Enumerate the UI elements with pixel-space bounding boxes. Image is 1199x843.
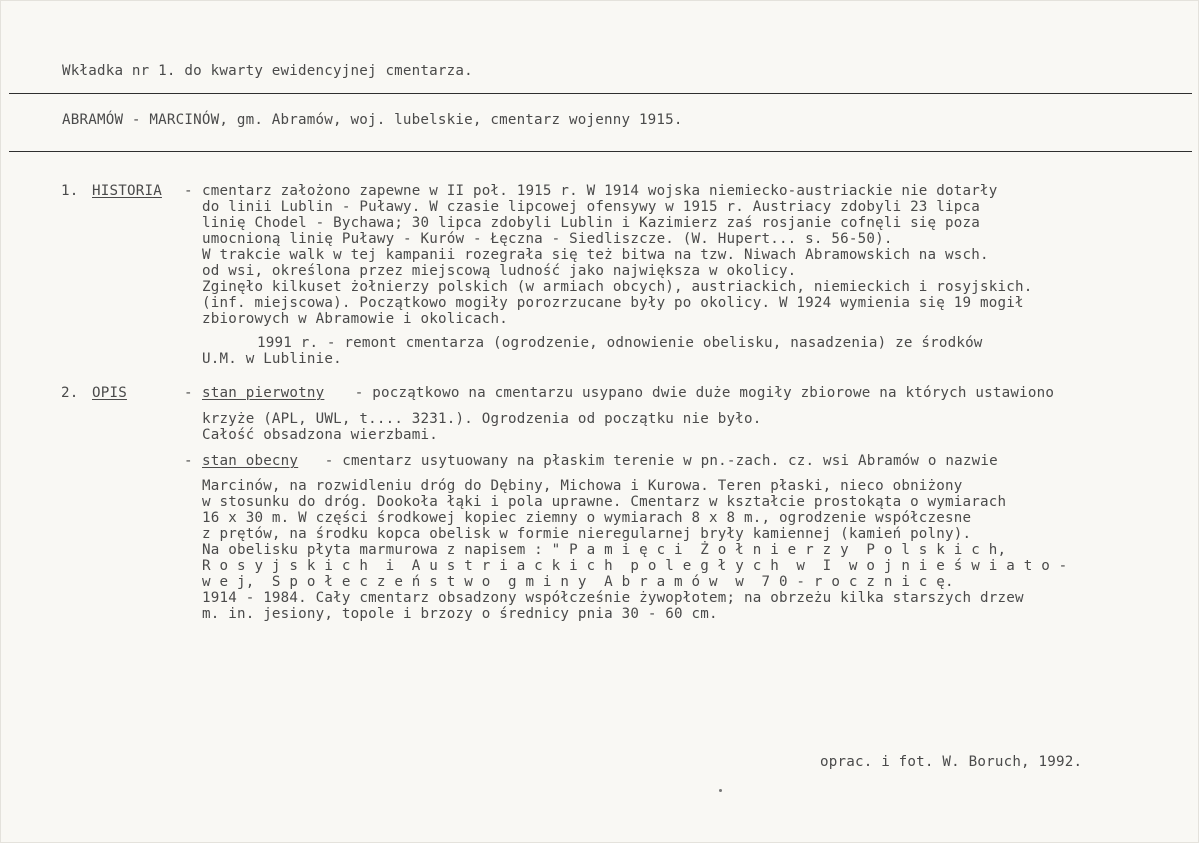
remont-line: 1991 r. - remont cmentarza (ogrodzenie, odnowienie obelisku, nasadzenia) ze środków <box>257 335 983 351</box>
text-line: umocnioną linię Puławy - Kurów - Łęczna - Siedliszcze. (W. Hupert... s. 56-50). <box>202 231 893 247</box>
divider-bottom <box>9 151 1192 152</box>
historia-text <box>202 183 1032 327</box>
section-heading-historia: HISTORIA <box>92 183 162 199</box>
text-line: krzyże (APL, UWL, t.... 3231.). Ogrodzenia od początku nie było. <box>202 411 762 427</box>
original-state-text <box>202 411 761 443</box>
card-header: Wkładka nr 1. do kwarty ewidencyjnej cmentarza. <box>62 63 473 79</box>
current-state-first-line: - cmentarz usytuowany na płaskim terenie w pn.-zach. cz. wsi Abramów o nazwie <box>316 453 998 469</box>
text-line: do linii Lublin - Puławy. W czasie lipcowej ofensywy w 1915 r. Austriacy zdobyli 23 lipca <box>202 199 981 215</box>
section-number: 2. <box>61 385 79 401</box>
text-line: Zginęło kilkuset żołnierzy polskich (w armiach obcych), austriackich, niemieckich i rosyjskich. <box>202 279 1033 295</box>
current-state-text <box>202 478 1067 622</box>
section-heading-opis: OPIS <box>92 385 127 401</box>
text-line: Na obelisku płyta marmurowa z napisem : " P a m i ę c i Ż o ł n i e r z y P o l s k i c h, <box>202 542 1007 558</box>
text-line: w e j, S p o ł e c z e ń s t w o g m i n y A b r a m ó w w 7 0 - r o c z n i c ę. <box>202 574 954 590</box>
text-line: (inf. miejscowa). Początkowo mogiły porozrzucane były po okolicy. W 1924 wymienia się 19 mogił <box>202 295 1024 311</box>
section-dash: - <box>184 183 193 199</box>
text-line: Całość obsadzona wierzbami. <box>202 427 439 443</box>
author-credit: oprac. i fot. W. Boruch, 1992. <box>820 754 1083 770</box>
text-line: w stosunku do dróg. Dookoła łąki i pola uprawne. Cmentarz w kształcie prostokąta o wymiarach <box>202 494 1007 510</box>
text-line: R o s y j s k i c h i A u s t r i a c k i c h p o l e g ł y c h w I w o j n i e ś w i a t o - <box>202 558 1068 574</box>
subsection-dash: - <box>184 453 193 469</box>
text-line: od wsi, określona przez miejscową ludność jako największa w okolicy. <box>202 263 797 279</box>
text-line: 1914 - 1984. Cały cmentarz obsadzony współcześnie żywopłotem; na obrzeżu kilka starszych drzew <box>202 590 1024 606</box>
subsection-dash: - <box>184 385 193 401</box>
text-line: cmentarz założono zapewne w II poł. 1915 r. W 1914 wojska niemiecko-austriackie nie dotarły <box>202 183 998 199</box>
divider-top <box>9 93 1192 94</box>
text-line: 16 x 30 m. W części środkowej kopiec ziemny o wymiarach 8 x 8 m., ogrodzenie współczesne <box>202 510 972 526</box>
text-line: linię Chodel - Bychawa; 30 lipca zdobyli Lublin i Kazimierz zaś rosjanie cofnęli się poza <box>202 215 981 231</box>
location-line: ABRAMÓW - MARCINÓW, gm. Abramów, woj. lubelskie, cmentarz wojenny 1915. <box>62 112 683 128</box>
text-line: z prętów, na środku kopca obelisk w formie nieregularnej bryły kamiennej (kamień polny). <box>202 526 972 542</box>
text-line: Marcinów, na rozwidleniu dróg do Dębiny, Michowa i Kurowa. Teren płaski, nieco obniżony <box>202 478 963 494</box>
subsection-label-original-state: stan pierwotny <box>202 385 325 401</box>
subsection-label-current-state: stan obecny <box>202 453 299 469</box>
text-line: W trakcie walk w tej kampanii rozegrała się też bitwa na tzw. Niwach Abramowskich na wsch. <box>202 247 989 263</box>
text-line: m. in. jesiony, topole i brzozy o średnicy pnia 30 - 60 cm. <box>202 606 718 622</box>
section-number: 1. <box>61 183 79 199</box>
remont-line-end: U.M. w Lublinie. <box>202 351 342 367</box>
ink-speck <box>719 789 722 792</box>
text-line: zbiorowych w Abramowie i okolicach. <box>202 311 508 327</box>
original-state-first-line: - początkowo na cmentarzu usypano dwie duże mogiły zbiorowe na których ustawiono <box>346 385 1055 401</box>
